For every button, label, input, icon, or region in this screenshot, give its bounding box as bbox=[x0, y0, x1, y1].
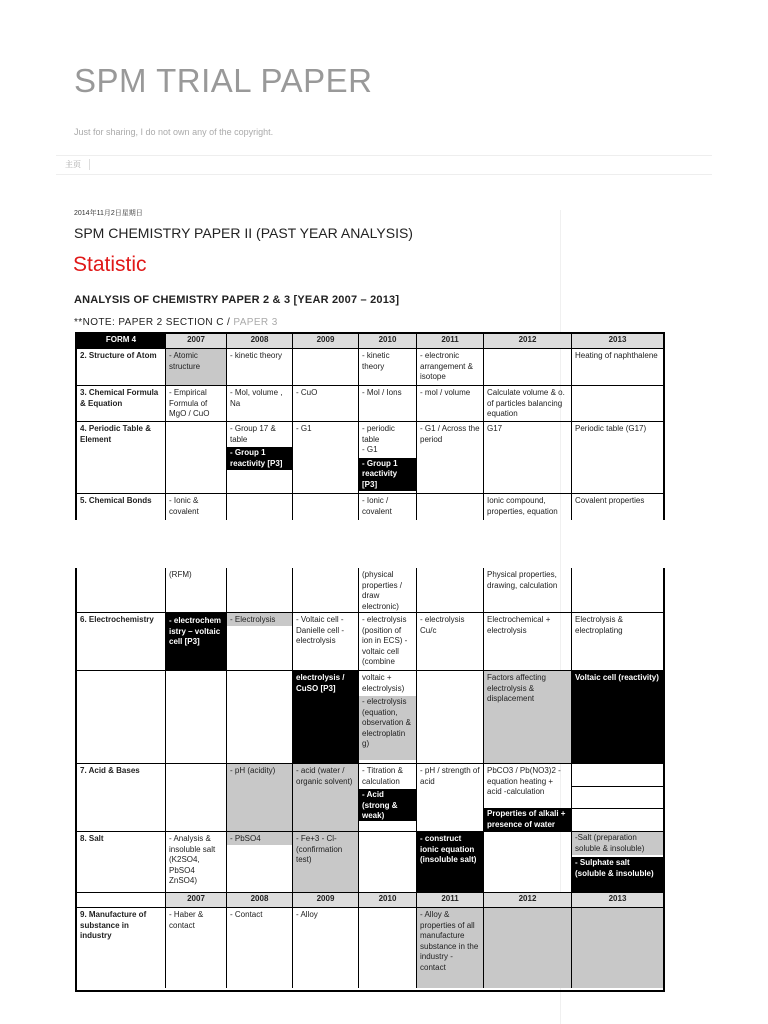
header-form: FORM 4 bbox=[77, 334, 166, 349]
analysis-table-part-2 bbox=[75, 568, 665, 992]
table-cell: - G1 bbox=[293, 422, 359, 494]
table-cell bbox=[572, 832, 663, 893]
table-cell bbox=[359, 422, 417, 494]
table-cell: - Alloy bbox=[293, 908, 359, 988]
header-year: 2011 bbox=[417, 893, 484, 908]
cell-highlight-p3: - Group 1 reactivity [P3] bbox=[359, 458, 416, 492]
table-cell bbox=[293, 671, 359, 764]
header-year: 2012 bbox=[484, 893, 572, 908]
table-cell: Heating of naphthalene bbox=[572, 349, 663, 386]
table-row bbox=[77, 671, 663, 764]
table-cell: - Empirical Formula of MgO / CuO bbox=[166, 386, 227, 422]
table-cell: - Electrolysis bbox=[227, 613, 293, 671]
cell-highlight: - electrolysis (equation, observation & electroplatin g) bbox=[359, 696, 416, 760]
topic-cell: 8. Salt bbox=[77, 832, 166, 893]
header-year: 2007 bbox=[166, 334, 227, 349]
table-row bbox=[77, 494, 663, 520]
note-prefix: **NOTE: PAPER 2 SECTION C / bbox=[74, 317, 234, 328]
table-row bbox=[77, 349, 663, 386]
table-cell: - Analysis & insoluble salt (K2SO4, PbSO4 ZnSO4) bbox=[166, 832, 227, 893]
table-cell: - electronic arrangement & isotope bbox=[417, 349, 484, 386]
cell-text: - G1 bbox=[362, 445, 378, 454]
table-cell bbox=[417, 568, 484, 613]
table-cell: - Haber & contact bbox=[166, 908, 227, 988]
table-cell: - pH (acidity) bbox=[227, 764, 293, 832]
cell-text: electrolysis / CuSO [P3] bbox=[296, 673, 345, 693]
header-blank bbox=[77, 893, 166, 908]
table-cell: - Contact bbox=[227, 908, 293, 988]
table-cell: Periodic table (G17) bbox=[572, 422, 663, 494]
table-cell bbox=[227, 422, 293, 494]
table-cell: - Fe+3 - Cl- (confirmation test) bbox=[293, 832, 359, 893]
topic-cell: 2. Structure of Atom bbox=[77, 349, 166, 386]
cell-text: - Group 17 & table bbox=[230, 424, 276, 444]
table-cell: - Mol, volume , Na bbox=[227, 386, 293, 422]
table-cell: - kinetic theory bbox=[227, 349, 293, 386]
table-row bbox=[77, 568, 663, 613]
table-cell bbox=[227, 494, 293, 520]
table-cell bbox=[359, 908, 417, 988]
table-cell: Ionic compound, properties, equation bbox=[484, 494, 572, 520]
table-cell bbox=[293, 349, 359, 386]
analysis-table-part-1 bbox=[75, 332, 665, 520]
table-cell bbox=[359, 764, 417, 832]
header-year: 2008 bbox=[227, 893, 293, 908]
topic-cell: 5. Chemical Bonds bbox=[77, 494, 166, 520]
table-cell: - Ionic / covalent bbox=[359, 494, 417, 520]
table-cell: - acid (water / organic solvent) bbox=[293, 764, 359, 832]
table-cell: - Ionic & covalent bbox=[166, 494, 227, 520]
cell-text: -Salt (preparation soluble & insoluble) bbox=[572, 832, 663, 855]
table-cell bbox=[166, 764, 227, 832]
table-row bbox=[77, 764, 663, 832]
table-cell bbox=[417, 494, 484, 520]
post-title[interactable]: SPM CHEMISTRY PAPER II (PAST YEAR ANALYSIS) bbox=[74, 225, 413, 241]
table-cell: - construct ionic equation (insoluble salt) bbox=[417, 832, 484, 893]
table-cell: - electrolysis (position of ion in ECS) - voltaic cell (combine bbox=[359, 613, 417, 671]
table-cell: - CuO bbox=[293, 386, 359, 422]
table-cell bbox=[227, 671, 293, 764]
cell-text: - periodic table bbox=[362, 424, 395, 444]
table-cell: - mol / volume bbox=[417, 386, 484, 422]
statistic-heading: Statistic bbox=[73, 253, 147, 276]
topic-cell: 9. Manufacture of substance in industry bbox=[77, 908, 166, 988]
table-cell: - Atomic structure bbox=[166, 349, 227, 386]
table-cell bbox=[166, 671, 227, 764]
table-cell: - kinetic theory bbox=[359, 349, 417, 386]
note-line bbox=[74, 317, 278, 328]
table-cell bbox=[293, 568, 359, 613]
cell-highlight: Properties of alkali + presence of water bbox=[484, 808, 571, 832]
table-cell: - G1 / Across the period bbox=[417, 422, 484, 494]
table-cell: - Voltaic cell - Danielle cell -electrolysis bbox=[293, 613, 359, 671]
note-paper3: PAPER 3 bbox=[233, 317, 278, 328]
cell-highlight: - Sulphate salt (soluble & insoluble) bbox=[572, 857, 663, 893]
table-row bbox=[77, 613, 663, 671]
cell-highlight-p3: - electrochem istry – voltaic cell [P3] bbox=[166, 613, 226, 671]
topic-cell: 3. Chemical Formula & Equation bbox=[77, 386, 166, 422]
table-cell bbox=[417, 671, 484, 764]
table-cell: - PbSO4 bbox=[227, 832, 293, 893]
table-cell: Physical properties, drawing, calculation bbox=[484, 568, 572, 613]
table-row bbox=[77, 908, 663, 988]
topic-cell: 6. Electrochemistry bbox=[77, 613, 166, 671]
post-date: 2014年11月2日星期日 bbox=[74, 210, 143, 217]
cell-text: voltaic + electrolysis) bbox=[362, 673, 405, 693]
table-cell bbox=[166, 422, 227, 494]
header-year: 2013 bbox=[572, 893, 663, 908]
header-year: 2013 bbox=[572, 334, 663, 349]
table-cell bbox=[572, 386, 663, 422]
table-cell bbox=[77, 568, 166, 613]
table-cell bbox=[227, 568, 293, 613]
table-cell: - pH / strength of acid bbox=[417, 764, 484, 832]
header-year: 2009 bbox=[293, 334, 359, 349]
table-cell bbox=[484, 908, 572, 988]
table-cell: Covalent properties bbox=[572, 494, 663, 520]
table-cell bbox=[572, 764, 663, 832]
header-year: 2010 bbox=[359, 893, 417, 908]
table-cell: (RFM) bbox=[166, 568, 227, 613]
table-cell: Calculate volume & o. of particles balancing equation bbox=[484, 386, 572, 422]
table-cell bbox=[359, 671, 417, 764]
blog-title[interactable]: SPM TRIAL PAPER bbox=[74, 62, 373, 99]
cell-text: - Titration & calculation bbox=[362, 766, 403, 786]
table-row bbox=[77, 386, 663, 422]
table-cell bbox=[484, 349, 572, 386]
analysis-heading: ANALYSIS OF CHEMISTRY PAPER 2 & 3 [YEAR 2007 – 2013] bbox=[74, 294, 400, 306]
header-year: 2012 bbox=[484, 334, 572, 349]
table-cell bbox=[572, 568, 663, 613]
table-cell: - Mol / Ions bbox=[359, 386, 417, 422]
header-year: 2011 bbox=[417, 334, 484, 349]
header-year: 2010 bbox=[359, 334, 417, 349]
header-year: 2009 bbox=[293, 893, 359, 908]
table-cell: Voltaic cell (reactivity) bbox=[572, 671, 663, 764]
table-cell bbox=[77, 671, 166, 764]
table-cell: (physical properties / draw electronic) bbox=[359, 568, 417, 613]
topic-cell: 7. Acid & Bases bbox=[77, 764, 166, 832]
cell-highlight: - Acid (strong & weak) bbox=[359, 789, 416, 821]
header-year: 2007 bbox=[166, 893, 227, 908]
nav-home-link[interactable]: 主页 bbox=[65, 159, 90, 170]
table-cell: Factors affecting electrolysis & displacement bbox=[484, 671, 572, 764]
table-row bbox=[77, 832, 663, 893]
table-cell bbox=[484, 764, 572, 832]
cell-text: PbCO3 / Pb(NO3)2 -equation heating + acid -calculation bbox=[487, 766, 561, 796]
table-header-row bbox=[77, 334, 663, 349]
table-cell: Electrochemical + electrolysis bbox=[484, 613, 572, 671]
cell-highlight-p3: - Group 1 reactivity [P3] bbox=[227, 447, 292, 470]
header-year: 2008 bbox=[227, 334, 293, 349]
table-cell: G17 bbox=[484, 422, 572, 494]
table-cell: - electrolysis Cu/c bbox=[417, 613, 484, 671]
table-cell: Electrolysis & electroplating bbox=[572, 613, 663, 671]
nav-bar bbox=[56, 155, 712, 175]
table-cell bbox=[166, 613, 227, 671]
table-row bbox=[77, 422, 663, 494]
table-cell bbox=[293, 494, 359, 520]
blog-description: Just for sharing, I do not own any of the copyright. bbox=[74, 127, 274, 137]
table-header-row bbox=[77, 893, 663, 908]
table-cell bbox=[484, 832, 572, 893]
topic-cell: 4. Periodic Table & Element bbox=[77, 422, 166, 494]
table-cell: - Alloy & properties of all manufacture substance in the industry - contact bbox=[417, 908, 484, 988]
table-cell bbox=[359, 832, 417, 893]
table-cell bbox=[572, 908, 663, 988]
